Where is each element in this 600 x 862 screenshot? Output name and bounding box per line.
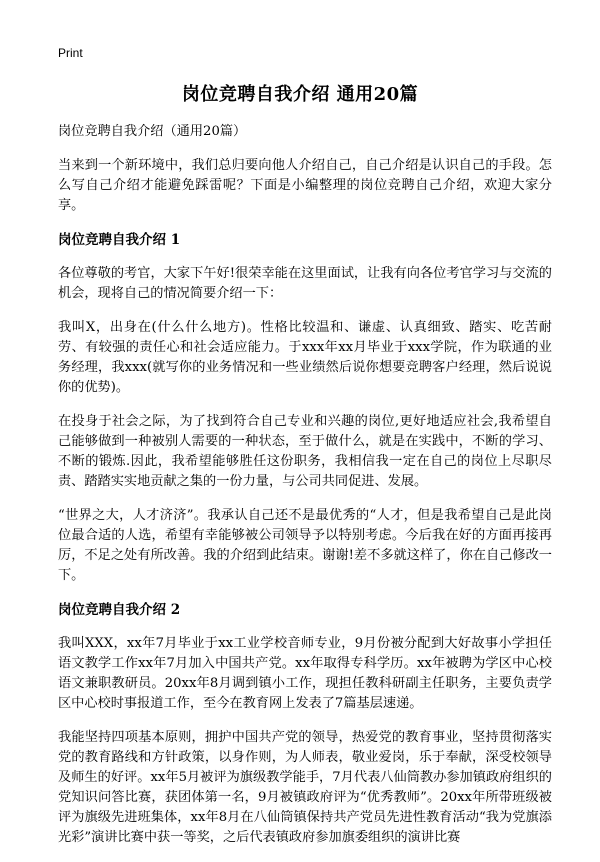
- paragraph: 我叫Ⅹ，出身在(什么什么地方)。性格比较温和、谦虚、认真细致、踏实、吃苦耐劳、有较强的责任心和社会适应能力。于xxx年xx月毕业于xxx学院，作为联通的业务经理，我xxx(就写你的业务情况和一些业绩然后说你想要竞聘客户经理，然后说说你的优势)。: [58, 320, 552, 395]
- section-heading: 岗位竞聘自我介绍 2: [58, 602, 181, 618]
- article-subtitle: 岗位竞聘自我介绍（通用20篇）: [58, 124, 247, 139]
- intro-paragraph: 当来到一个新环境中，我们总归要向他人介绍自己，自己介绍是认识自己的手段。怎么写自己介绍才能避免踩雷呢？下面是小编整理的岗位竞聘自己介绍，欢迎大家分享。: [58, 158, 552, 213]
- paragraph: “世界之大，人才济济”。我承认自己还不是最优秀的“人才，但是我希望自己是此岗位最合适的人选，希望有幸能够被公司领导予以特别考虑。今后我在好的方面再接再厉，不足之处有所改善。我的介绍到此结束。谢谢!差不多就这样了，你在自己修改一下。: [58, 508, 552, 583]
- print-link[interactable]: Print: [58, 46, 83, 60]
- paragraph: 我能坚持四项基本原则，拥护中国共产党的领导，热爱党的教育事业，坚持贯彻落实党的教育路线和方针政策，以身作则，为人师表，敬业爱岗，乐于奉献，深受校领导及师生的好评。xx年5月被评为旗级教学能手，7月代表八仙筒教办参加镇政府组织的党知识问答比赛，获团体第一名，9月被镇政府评为“优秀教师”。20xx年所带班级被评为旗级先进班集体，xx年8月在八仙筒镇保持共产党员先进性教育活动“我为党旗添光彩”演讲比赛中获一等奖，之后代表镇政府参加旗委组织的演讲比赛: [58, 730, 552, 845]
- paragraph: 各位尊敬的考官，大家下午好!很荣幸能在这里面试，让我有向各位考官学习与交流的机会，现将自己的情况简要介绍一下：: [58, 266, 552, 301]
- page-title: 岗位竞聘自我介绍 通用20篇: [181, 84, 419, 105]
- paragraph: 我叫XXX，xx年7月毕业于xx工业学校音师专业，9月份被分配到大好故事小学担任语文教学工作xx年7月加入中国共产党。xx年取得专科学历。xx年被聘为学区中心校语文兼职教研员。20xx年8月调到镇小工作，现担任教科研副主任职务，主要负责学区中心校时事报道工作，至今在教育网上发表了7篇基层速递。: [58, 636, 552, 711]
- paragraph: 在投身于社会之际，为了找到符合自己专业和兴趣的岗位,更好地适应社会,我希望自己能够做到一种被别人需要的一种状态，至于做什么，就是在实践中，不断的学习、不断的锻炼.因此，我希望能够胜任这份职务，我相信我一定在自己的岗位上尽职尽责、踏踏实实地贡献之集的一份力量，与公司共同促进、发展。: [58, 414, 552, 489]
- section-heading: 岗位竞聘自我介绍 1: [58, 232, 181, 248]
- article-body: [58, 122, 552, 862]
